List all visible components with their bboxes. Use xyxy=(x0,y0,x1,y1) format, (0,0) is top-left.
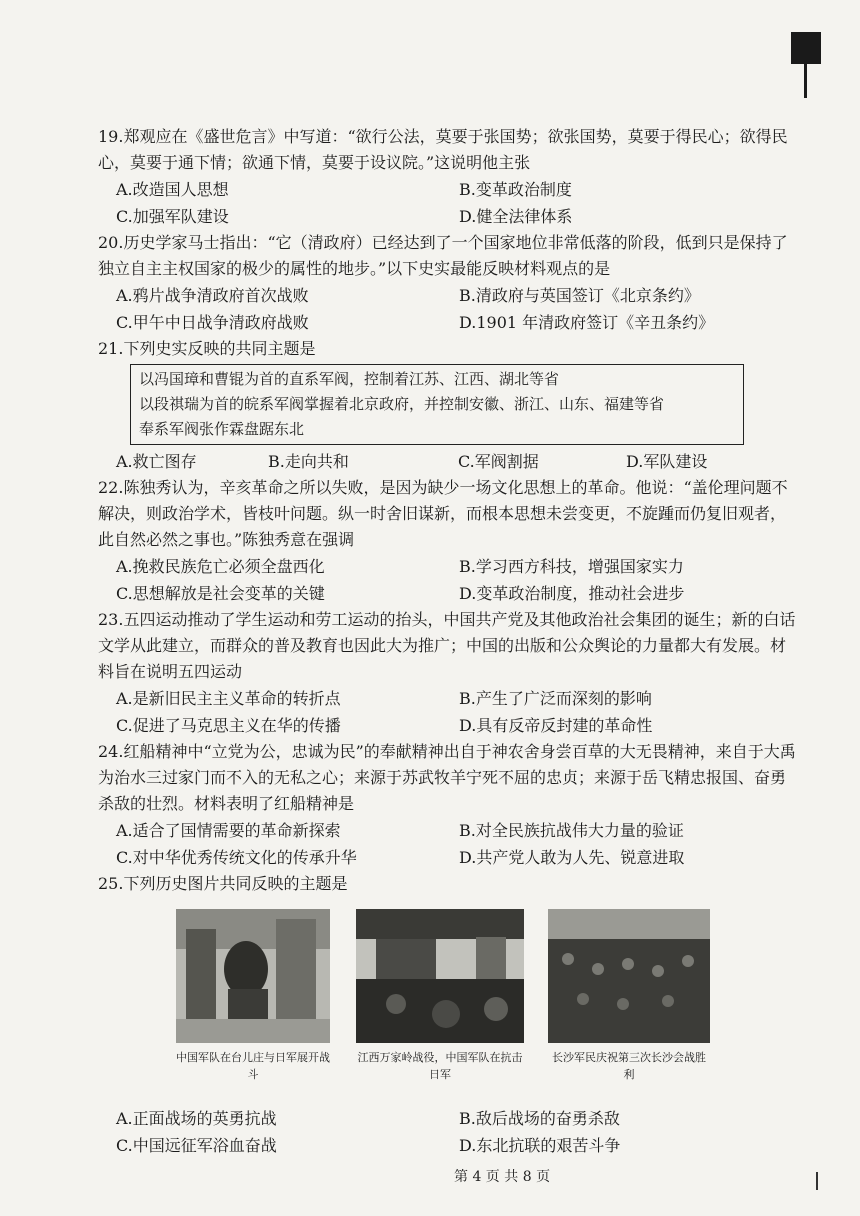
option-b[interactable]: B.敌后战场的奋勇杀敌 xyxy=(459,1109,620,1128)
option-d[interactable]: D.军队建设 xyxy=(626,452,708,471)
option-a[interactable]: A.挽救民族危亡必须全盘西化 xyxy=(116,557,325,576)
question-stem: 25.下列历史图片共同反映的主题是 xyxy=(98,874,348,893)
option-a[interactable]: A.适合了国情需要的革命新探索 xyxy=(116,821,341,840)
material-line: 奉系军阀张作霖盘踞东北 xyxy=(139,420,305,438)
option-a[interactable]: A.改造国人思想 xyxy=(116,180,229,199)
question-stem: 22.陈独秀认为，辛亥革命之所以失败，是因为缺少一场文化思想上的革命。他说：“盖伦理问题不解决，则政治学术，皆枝叶问题。纵一时舍旧谋新，而根本思想未尝变更，不旋踵而仍复旧观者，此自然必然之事也。”陈独秀意在强调 xyxy=(98,478,788,549)
question-stem: 23.五四运动推动了学生运动和劳工运动的抬头，中国共产党及其他政治社会集团的诞生；新的白话文学从此建立，而群众的普及教育也因此大为推广；中国的出版和公众舆论的力量都大有发展。材料旨在说明五四运动 xyxy=(98,610,796,681)
question-24 xyxy=(98,739,796,871)
option-b[interactable]: B.变革政治制度 xyxy=(459,180,572,199)
option-c[interactable]: C.促进了马克思主义在华的传播 xyxy=(116,716,341,735)
option-c[interactable]: C.思想解放是社会变革的关键 xyxy=(116,584,325,603)
options xyxy=(116,1105,796,1159)
option-b[interactable]: B.对全民族抗战伟大力量的验证 xyxy=(459,821,684,840)
registration-line xyxy=(804,60,807,98)
photo-wanjialing xyxy=(356,909,524,1043)
question-stem: 19.郑观应在《盛世危言》中写道：“欲行公法，莫要于张国势；欲张国势，莫要于得民心；欲得民心，莫要于通下情；欲通下情，莫要于设议院。”这说明他主张 xyxy=(98,127,788,172)
option-b[interactable]: B.清政府与英国签订《北京条约》 xyxy=(459,286,700,305)
edge-tick xyxy=(816,1172,818,1190)
option-a[interactable]: A.救亡图存 xyxy=(116,452,197,471)
option-d[interactable]: D.具有反帝反封建的革命性 xyxy=(459,716,653,735)
caption-3: 长沙军民庆祝第三次长沙会战胜利 xyxy=(552,1051,706,1081)
options xyxy=(116,685,796,739)
photo-row xyxy=(116,909,796,1105)
option-c[interactable]: C.加强军队建设 xyxy=(116,207,229,226)
option-c[interactable]: C.甲午中日战争清政府战败 xyxy=(116,313,309,332)
page-footer: 第 4 页 共 8 页 xyxy=(454,1169,551,1185)
option-a[interactable]: A.是新旧民主主义革命的转折点 xyxy=(116,689,341,708)
question-19 xyxy=(98,124,796,230)
options xyxy=(116,553,796,607)
question-23 xyxy=(98,607,796,739)
options xyxy=(116,176,796,230)
question-stem: 21.下列史实反映的共同主题是 xyxy=(98,339,316,358)
options xyxy=(116,282,796,336)
option-d[interactable]: D.变革政治制度，推动社会进步 xyxy=(459,584,685,603)
material-line: 以冯国璋和曹锟为首的直系军阀，控制着江苏、江西、湖北等省 xyxy=(139,370,560,388)
question-page xyxy=(98,124,796,1159)
photo-taierzhuang xyxy=(176,909,330,1043)
option-d[interactable]: D.健全法律体系 xyxy=(459,207,573,226)
caption-2: 江西万家岭战役，中国军队在抗击日军 xyxy=(357,1051,523,1081)
options xyxy=(116,448,796,475)
option-d[interactable]: D.东北抗联的艰苦斗争 xyxy=(459,1136,621,1155)
option-d[interactable]: D.共产党人敢为人先、锐意进取 xyxy=(459,848,685,867)
option-b[interactable]: B.产生了广泛而深刻的影响 xyxy=(459,689,652,708)
question-21 xyxy=(98,336,796,475)
material-line: 以段祺瑞为首的皖系军阀掌握着北京政府，并控制安徽、浙江、山东、福建等省 xyxy=(139,395,665,413)
option-b[interactable]: B.走向共和 xyxy=(268,452,349,471)
option-c[interactable]: C.对中华优秀传统文化的传承升华 xyxy=(116,848,357,867)
question-stem: 24.红船精神中“立党为公，忠诚为民”的奉献精神出自于神农舍身尝百草的大无畏精神，来自于大禹为治水三过家门而不入的无私之心；来源于苏武牧羊宁死不屈的忠贞；来源于岳飞精忠报国、奋勇杀敌的壮烈。材料表明了红船精神是 xyxy=(98,742,796,813)
caption-1: 中国军队在台儿庄与日军展开战斗 xyxy=(176,1051,330,1081)
options xyxy=(116,817,796,871)
question-22 xyxy=(98,475,796,607)
question-25 xyxy=(98,871,796,1159)
option-d[interactable]: D.1901 年清政府签订《辛丑条约》 xyxy=(459,313,715,332)
option-a[interactable]: A.鸦片战争清政府首次战败 xyxy=(116,286,309,305)
option-b[interactable]: B.学习西方科技，增强国家实力 xyxy=(459,557,684,576)
question-20 xyxy=(98,230,796,336)
photo-changsha xyxy=(548,909,710,1043)
option-c[interactable]: C.军阀割据 xyxy=(458,452,539,471)
question-stem: 20.历史学家马士指出：“它（清政府）已经达到了一个国家地位非常低落的阶段，低到只是保持了独立自主主权国家的极少的属性的地步。”以下史实最能反映材料观点的是 xyxy=(98,233,788,278)
option-a[interactable]: A.正面战场的英勇抗战 xyxy=(116,1109,277,1128)
material-box xyxy=(130,364,744,445)
option-c[interactable]: C.中国远征军浴血奋战 xyxy=(116,1136,277,1155)
